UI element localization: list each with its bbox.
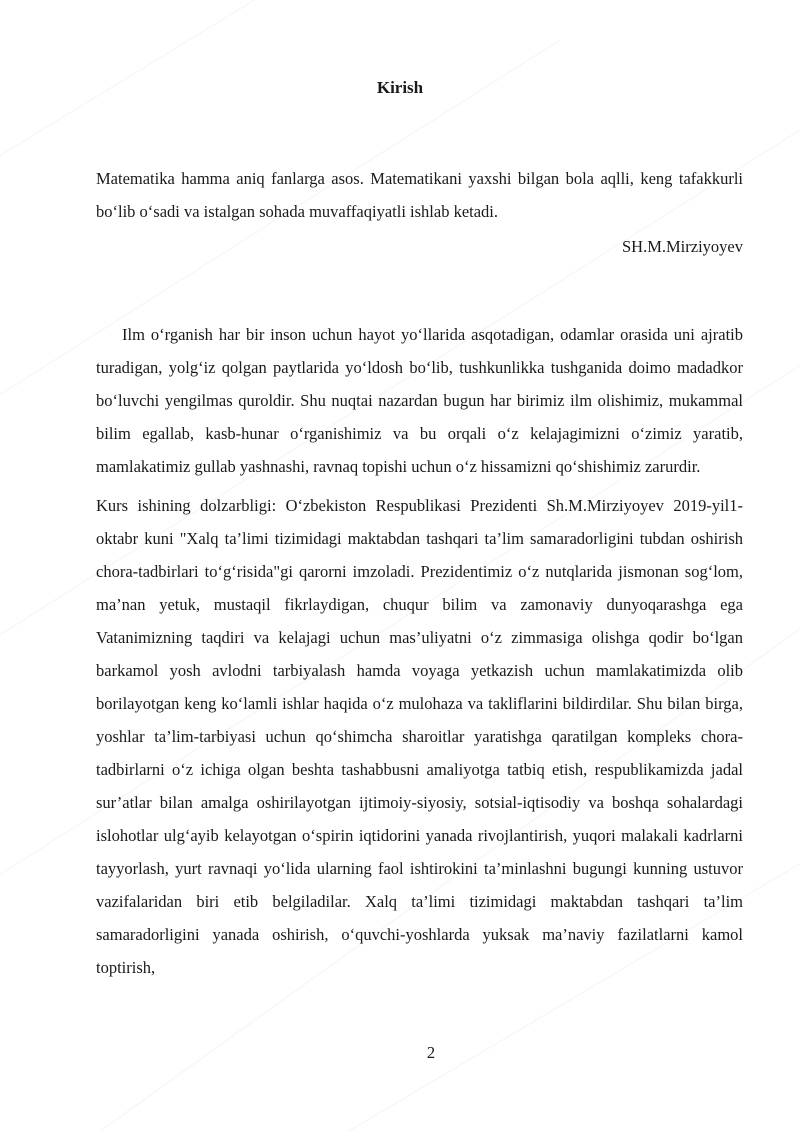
page-title: Kirish xyxy=(376,78,424,97)
paragraph: Ilm o‘rganish har bir inson uchun hayot yo‘llarida asqotadigan, odamlar orasida uni ajratib turadigan, yolg‘iz qolgan paytlarida yo‘ldosh bo‘lib, tushkunlikka tushganida doimo madadkor bo‘luvchi yengilmas quroldir. Shu nuqtai nazardan bugun har birimiz ilm olishimiz, mukammal bilim egallab, kasb-hunar o‘rganishimiz va bu orqali o‘z kelajagimizni o‘zimiz yaratib, mamlakatimiz gullab yashnashi, ravnaq topishi uchun o‘z hissamizni qo‘shishimiz zarurdir. xyxy=(96,325,743,476)
body-text xyxy=(96,318,743,984)
epigraph-author: SH.M.Mirziyoyev xyxy=(622,237,743,256)
paragraph: Kurs ishining dolzarbligi: O‘zbekiston Respublikasi Prezidenti Sh.M.Mirziyoyev 2019-yil1-oktabr kuni "Xalq ta’limi tizimidagi maktabdan tashqari ta’lim samaradorligini tubdan oshirish chora-tadbirlari to‘g‘risida"gi qarorni imzoladi. Prezidentimiz o‘z nutqlarida jismonan sog‘lom, ma’nan yetuk, mustaqil fikrlaydigan, chuqur bilim va zamonaviy dunyoqarashga ega Vatanimizning taqdiri va kelajagi uchun mas’uliyatni o‘z zimmasiga olishga qodir bo‘lgan barkamol yosh avlodni tarbiyalash hamda voyaga yetkazish uchun mamlakatimizda olib borilayotgan keng ko‘lamli ishlar haqida o‘z mulohaza va takliflarini bildirdilar. Shu bilan birga, yoshlar ta’lim-tarbiyasi uchun qo‘shimcha sharoitlar yaratishga qaratilgan kompleks chora-tadbirlarni o‘z ichiga olgan beshta tashabbusni amaliyotga tatbiq etish, respublikamizda jadal sur’atlar bilan amalga oshirilayotgan ijtimoiy-siyosiy, sotsial-iqtisodiy va boshqa sohalardagi islohotlar ulg‘ayib kelayotgan o‘spirin iqtidorini yanada rivojlantirish, yuqori malakali kadrlarni tayyorlash, yurt ravnaqi yo‘lida ularning faol ishtirokini ta’minlashni bugungi kunning ustuvor vazifalaridan biri etib belgiladilar. Xalq ta’limi tizimidagi maktabdan tashqari ta’lim samaradorligini yanada oshirish, o‘quvchi-yoshlarda yuksak ma’naviy fazilatlarni kamol toptirish, xyxy=(96,496,743,977)
page-number: 2 xyxy=(426,1043,436,1062)
epigraph-quote: Matematika hamma aniq fanlarga asos. Matematikani yaxshi bilgan bola aqlli, keng tafakkurli bo‘lib o‘sadi va istalgan sohada muvaffaqiyatli ishlab ketadi. xyxy=(96,169,743,221)
